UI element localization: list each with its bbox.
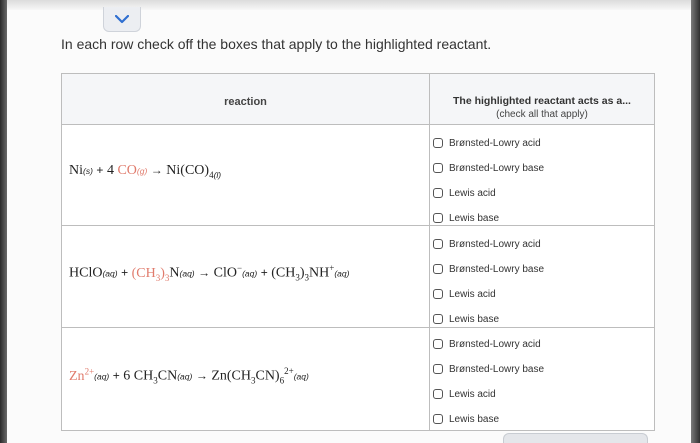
collapse-toggle-button[interactable] xyxy=(103,7,141,32)
option-lewis-base-row3[interactable]: Lewis base xyxy=(433,411,499,427)
checkbox[interactable] xyxy=(433,239,443,249)
option-lewis-base-row2[interactable]: Lewis base xyxy=(433,311,499,327)
option-lewis-base-row1[interactable]: Lewis base xyxy=(433,210,499,226)
checkbox[interactable] xyxy=(433,188,443,198)
checkbox[interactable] xyxy=(433,414,443,424)
checkbox[interactable] xyxy=(433,289,443,299)
option-bronsted-acid-row1[interactable]: Brønsted-Lowry acid xyxy=(433,135,541,151)
screen-edge-left xyxy=(0,0,7,443)
checkbox[interactable] xyxy=(433,213,443,223)
option-bronsted-acid-row2[interactable]: Brønsted-Lowry acid xyxy=(433,236,541,252)
checkbox[interactable] xyxy=(433,138,443,148)
reaction-equation-3: $Zn^{2+}(aq) + 6$ $CH_3CN(aq) \to Zn(CH_3CN)_6^{2+}(aq)$ xyxy=(69,366,309,386)
checkbox[interactable] xyxy=(433,314,443,324)
option-lewis-acid-row1[interactable]: Lewis acid xyxy=(433,185,496,201)
option-lewis-acid-row2[interactable]: Lewis acid xyxy=(433,286,496,302)
reaction-table xyxy=(61,73,655,431)
header-reaction: reaction xyxy=(224,96,267,108)
reaction-equation-1: Ni(s) + 4 $CO(g) \to Ni(CO)_{4(l)}$ xyxy=(69,163,222,180)
option-bronsted-base-row1[interactable]: Brønsted-Lowry base xyxy=(433,160,544,176)
option-bronsted-base-row3[interactable]: Brønsted-Lowry base xyxy=(433,361,544,377)
highlighted-reactant: $(CH_3)_3$ xyxy=(131,265,170,283)
row-divider xyxy=(62,327,654,328)
highlighted-reactant: $Zn^{2+}$ xyxy=(69,366,95,384)
screen-edge-right xyxy=(691,0,700,443)
option-bronsted-base-row2[interactable]: Brønsted-Lowry base xyxy=(433,261,544,277)
checkbox[interactable] xyxy=(433,389,443,399)
highlighted-reactant: CO(g) xyxy=(117,163,148,178)
checkbox[interactable] xyxy=(433,364,443,374)
question-prompt: In each row check off the boxes that apply to the highlighted reactant. xyxy=(61,36,492,52)
row-divider xyxy=(62,225,654,226)
option-bronsted-acid-row3[interactable]: Brønsted-Lowry acid xyxy=(433,336,541,352)
bottom-toolbar-tab[interactable] xyxy=(503,433,648,443)
header-role-note: (check all that apply) xyxy=(496,109,588,120)
header-role: The highlighted reactant acts as a... xyxy=(453,95,631,107)
column-divider xyxy=(429,74,430,430)
checkbox[interactable] xyxy=(433,339,443,349)
reaction-equation-2: HClO(aq) + $(CH_3)_3N(aq) \to ClO^-(aq) + (CH_3)_3NH^+(aq)$ xyxy=(69,263,350,283)
chevron-down-icon xyxy=(115,15,129,24)
checkbox[interactable] xyxy=(433,163,443,173)
table-header xyxy=(62,74,654,125)
checkbox[interactable] xyxy=(433,264,443,274)
option-lewis-acid-row3[interactable]: Lewis acid xyxy=(433,386,496,402)
